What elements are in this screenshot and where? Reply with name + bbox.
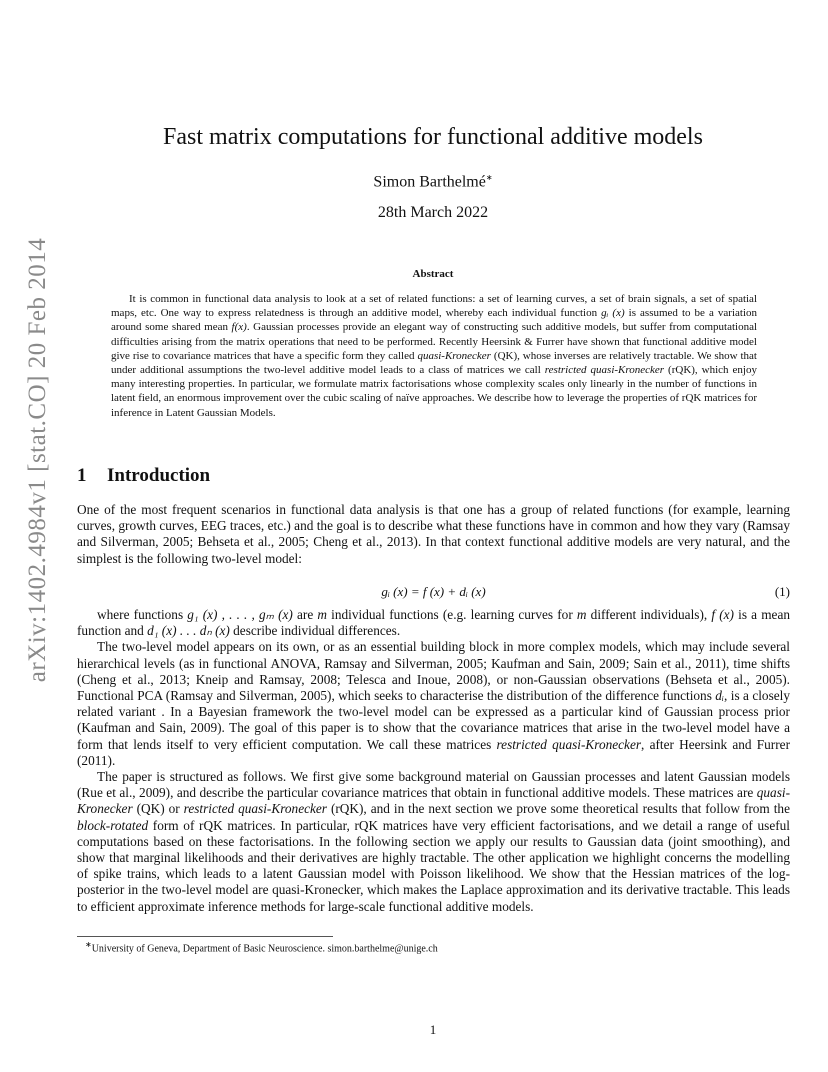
intro-paragraph-2: where functions g₁ (x) , . . . , gₘ (x) are m individual functions (e.g. learning curves for m different individuals), f (x) is a mean function and d₁ (x) . . . dₙ (x) describe individual differences. [77, 607, 790, 639]
equation-formula: gᵢ (x) = f (x) + dᵢ (x) [381, 584, 486, 599]
paper-date: 28th March 2022 [377, 204, 489, 221]
section-heading-introduction [77, 465, 210, 487]
term-quasi-kronecker: quasi-Kronecker [417, 349, 491, 362]
footnote-mark: ∗ [85, 940, 92, 949]
arxiv-identifier: arXiv:1402.4984v1 [stat.CO] 20 Feb 2014 [24, 237, 51, 683]
abstract-heading: Abstract [412, 268, 454, 280]
intro-paragraph-3: The two-level model appears on its own, or as an essential building block in more complex models, which may include several hierarchical levels (as in functional ANOVA, Ramsay and Silverman, 2005; Kaufman and Sain, 2009; Sain et al., 2011), time shifts (Cheng et al., 2013; Kneip and Ramsay, 2008; Telesca and Inoue, 2008), or non-Gaussian observations (Behseta et al., 2005). Functional PCA (Ramsay and Silverman, 2005), which seeks to characterise the distribution of the difference functions dᵢ, is a closely related variant . In a Bayesian framework the two-level model can be expressed as a particular kind of Gaussian process prior (Kaufman and Sain, 2009). The goal of this paper is to show that the covariance matrices that arise in the two-level model have a form that lends itself to very efficient computation. We call these matrices restricted quasi-Kronecker, after Heersink and Furrer (2011). [77, 639, 790, 768]
footnote-text: University of Geneva, Department of Basic Neuroscience. simon.barthelme@unige.ch [91, 943, 438, 955]
footnote-divider [77, 936, 333, 937]
abstract-paragraph: It is common in functional data analysis to look at a set of related functions: a set of learning curves, a set of brain signals, a set of spatial maps, etc. One way to express relatedness is through an additive model, whereby each individual function gᵢ (x) is assumed to be a variation around some shared mean f(x). Gaussian processes provide an elegant way of constructing such additive models, but suffer from computational difficulties arising from the matrix operations that need to be performed. Recently Heersink & Furrer have shown that functional additive model give rise to covariance matrices that have a specific form they called quasi-Kronecker (QK), whose inverses are relatively tractable. We show that under additional assumptions the two-level additive model leads to a class of matrices we call restricted quasi-Kronecker (rQK), which enjoy many interesting properties. In particular, we formulate matrix factorisations whose complexity scales only linearly in the number of functions in latent field, an enormous improvement over the cubic scaling of naïve approaches. We describe how to leverage the properties of rQK matrices for inference in Latent Gaussian Models. [111, 293, 758, 419]
intro-body [77, 607, 790, 915]
author-name: Simon Barthelmé [373, 173, 486, 191]
equation-number: (1) [774, 584, 790, 599]
math-f: f(x) [231, 321, 247, 334]
term-restricted-quasi-kronecker: restricted quasi-Kronecker [544, 364, 665, 377]
arxiv-side-stamp [18, 237, 58, 683]
abstract-body [111, 292, 757, 420]
math-gi: gᵢ (x) [601, 307, 625, 320]
intro-paragraph-4: The paper is structured as follows. We first give some background material on Gaussian processes and latent Gaussian models (Rue et al., 2009), and describe the particular covariance matrices that obtain in functional additive models. These matrices are quasi-Kronecker (QK) or restricted quasi-Kronecker (rQK), and in the next section we prove some theoretical results that follow from the block-rotated form of rQK matrices. In particular, rQK matrices have very efficient factorisations, and we detail a range of useful computations based on these factorisations. In the following section we apply our results to Gaussian data (joint smoothing), and show that marginal likelihoods and their derivatives are highly tractable. The other application we highlight concerns the modelling of spike trains, which leads to a latent Gaussian model with Poisson likelihood. We show that the Hessian matrices of the log-posterior in the two-level model are quasi-Kronecker, which makes the Laplace approximation and its derivative tractable. This leads to efficient approximate inference methods for large-scale functional additive models. [77, 769, 790, 914]
footnote [85, 940, 438, 954]
paper-title: Fast matrix computations for functional additive models [163, 124, 703, 150]
section-title: Introduction [107, 465, 211, 486]
page-number: 1 [429, 1022, 437, 1037]
intro-paragraph-1: One of the most frequent scenarios in functional data analysis is that one has a group of related functions (for example, learning curves, growth curves, EEG traces, etc.) and the goal is to describe what these functions have in common and how they vary (Ramsay and Silverman, 2005; Behseta et al., 2005; Cheng et al., 2013). In that context functional additive models are very natural, and the simplest is the following two-level model: [77, 502, 790, 566]
author-footnote-mark: ∗ [485, 173, 493, 182]
equation-1 [77, 584, 790, 602]
section-number: 1 [77, 465, 87, 486]
author-line [0, 173, 828, 191]
